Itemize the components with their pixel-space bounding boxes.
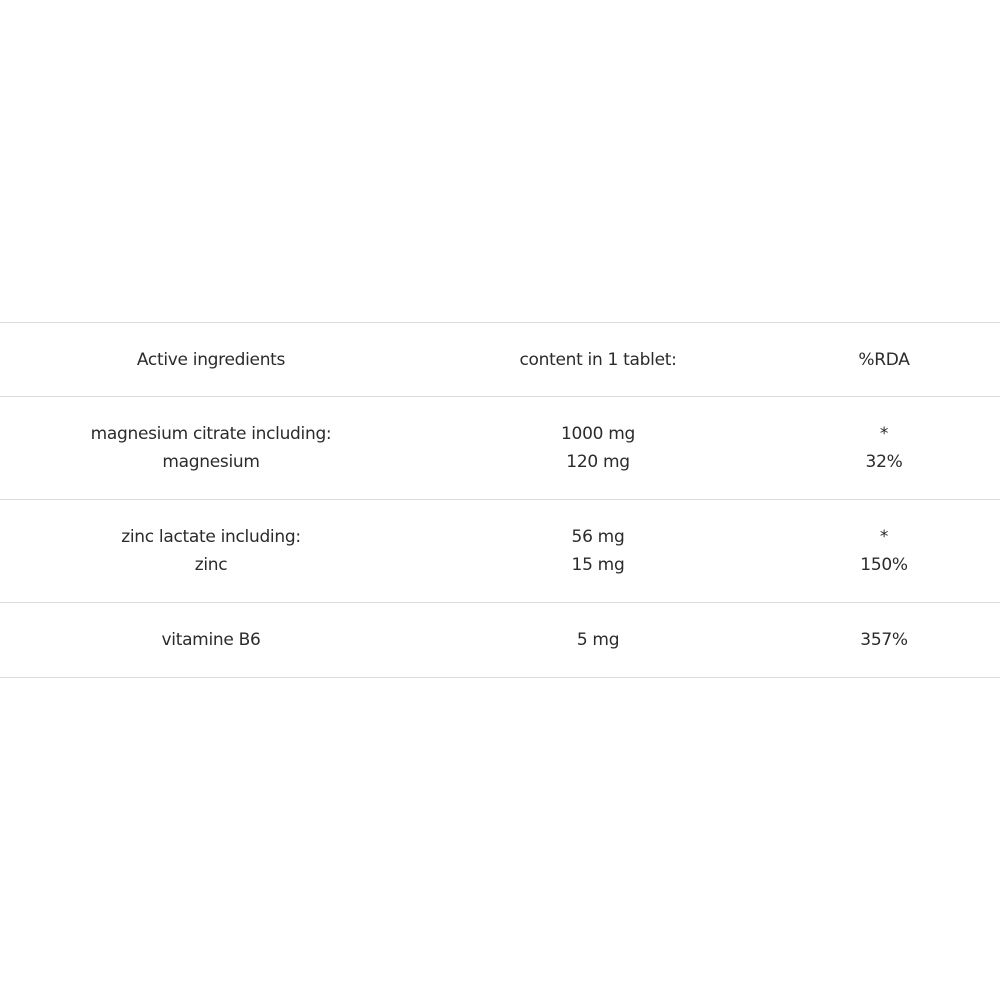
rda-value: * <box>879 527 889 547</box>
rda-cell <box>774 626 994 654</box>
ingredient-name: vitamine B6 <box>161 630 261 650</box>
table-header-row <box>0 323 1000 397</box>
content-cell <box>422 420 774 476</box>
rda-subvalue: 32% <box>865 452 903 472</box>
ingredient-subname: magnesium <box>162 452 260 472</box>
rda-value: * <box>879 424 889 444</box>
header-rda: %RDA <box>858 349 910 370</box>
ingredient-cell <box>0 420 422 476</box>
ingredient-name: magnesium citrate including: <box>90 424 332 444</box>
header-content-per-tablet: content in 1 tablet: <box>519 349 677 370</box>
content-subvalue: 15 mg <box>571 555 625 575</box>
ingredient-name: zinc lactate including: <box>121 527 301 547</box>
table-row <box>0 603 1000 678</box>
ingredient-subname: zinc <box>194 555 228 575</box>
content-value: 56 mg <box>571 527 625 547</box>
rda-subvalue: 150% <box>860 555 908 575</box>
table-row <box>0 397 1000 500</box>
content-cell <box>422 626 774 654</box>
nutrition-table <box>0 322 1000 678</box>
rda-value: 357% <box>860 630 908 650</box>
rda-cell <box>774 523 994 579</box>
rda-cell <box>774 420 994 476</box>
content-subvalue: 120 mg <box>566 452 630 472</box>
header-active-ingredients: Active ingredients <box>136 349 286 370</box>
ingredient-cell <box>0 626 422 654</box>
content-value: 1000 mg <box>561 424 635 444</box>
content-value: 5 mg <box>576 630 620 650</box>
ingredient-cell <box>0 523 422 579</box>
content-cell <box>422 523 774 579</box>
table-row <box>0 500 1000 603</box>
